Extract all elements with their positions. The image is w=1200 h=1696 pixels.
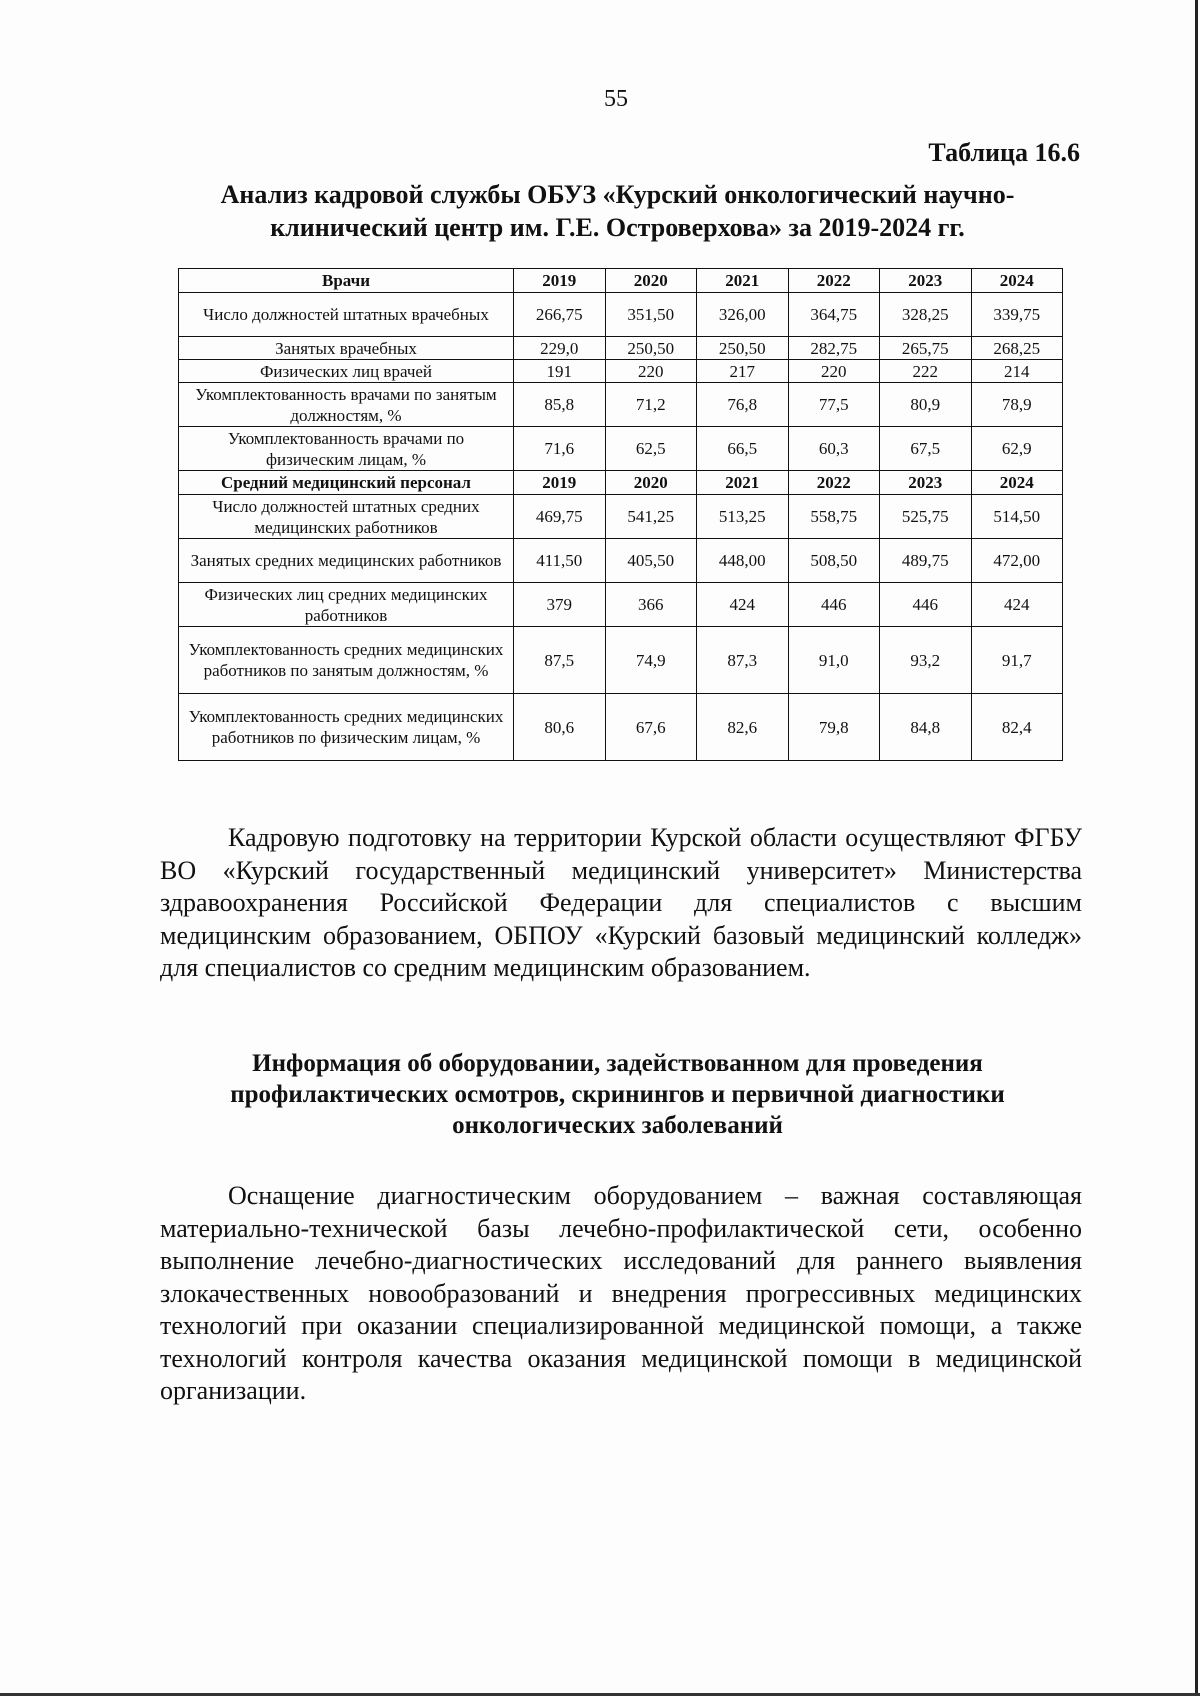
- value-cell: 411,50: [514, 539, 606, 583]
- value-cell: 87,5: [514, 627, 606, 694]
- value-cell: 250,50: [605, 337, 697, 360]
- value-cell: 220: [605, 360, 697, 383]
- year-header-cell: 2019: [514, 471, 606, 495]
- row-label-cell: Занятых средних медицинских работников: [179, 539, 514, 583]
- value-cell: 508,50: [788, 539, 880, 583]
- value-cell: 448,00: [697, 539, 789, 583]
- year-header-cell: 2020: [605, 471, 697, 495]
- value-cell: 265,75: [880, 337, 972, 360]
- year-header-cell: 2024: [971, 269, 1063, 293]
- value-cell: 91,0: [788, 627, 880, 694]
- value-cell: 229,0: [514, 337, 606, 360]
- staffing-table-body: [179, 269, 1063, 761]
- table-header-row-nurses: [179, 471, 1063, 495]
- table-header-row-doctors: [179, 269, 1063, 293]
- value-cell: 191: [514, 360, 606, 383]
- value-cell: 266,75: [514, 293, 606, 337]
- section-header-cell: Средний медицинский персонал: [179, 471, 514, 495]
- paragraph-training: [160, 822, 1082, 985]
- value-cell: 351,50: [605, 293, 697, 337]
- section-header-cell: Врачи: [179, 269, 514, 293]
- value-cell: 93,2: [880, 627, 972, 694]
- value-cell: 84,8: [880, 694, 972, 761]
- value-cell: 489,75: [880, 539, 972, 583]
- value-cell: 76,8: [697, 383, 789, 427]
- value-cell: 514,50: [971, 495, 1063, 539]
- row-label-cell: Укомплектованность средних медицинских работников по занятым должностям, %: [179, 627, 514, 694]
- value-cell: 268,25: [971, 337, 1063, 360]
- value-cell: 67,5: [880, 427, 972, 471]
- value-cell: 82,6: [697, 694, 789, 761]
- scan-border-right: [1195, 0, 1198, 1696]
- value-cell: 446: [788, 583, 880, 627]
- value-cell: 282,75: [788, 337, 880, 360]
- row-label-cell: Укомплектованность врачами по занятым должностям, %: [179, 383, 514, 427]
- table-row: [179, 427, 1063, 471]
- value-cell: 326,00: [697, 293, 789, 337]
- value-cell: 78,9: [971, 383, 1063, 427]
- table-label: Таблица 16.6: [928, 138, 1080, 167]
- year-header-cell: 2024: [971, 471, 1063, 495]
- year-header-cell: 2022: [788, 471, 880, 495]
- table-row: [179, 627, 1063, 694]
- value-cell: 525,75: [880, 495, 972, 539]
- row-label-cell: Число должностей штатных врачебных: [179, 293, 514, 337]
- value-cell: 513,25: [697, 495, 789, 539]
- value-cell: 339,75: [971, 293, 1063, 337]
- year-header-cell: 2023: [880, 269, 972, 293]
- year-header-cell: 2021: [697, 471, 789, 495]
- paragraph-equipment-text: Оснащение диагностическим оборудованием – важная составляющая материально-технической базы лечебно-профилактической сети, особенно выполнение лечебно-диагностических исследований для раннего выявления злокачественных новообразований и внедрения прогрессивных медицинских технологий при оказании специализированной медицинской помощи, а также технологий контроля качества оказания медицинской помощи в медицинской организации.: [160, 1181, 1082, 1405]
- value-cell: 79,8: [788, 694, 880, 761]
- year-header-cell: 2021: [697, 269, 789, 293]
- row-label-cell: Укомплектованность врачами по физическим лицам, %: [179, 427, 514, 471]
- year-header-cell: 2023: [880, 471, 972, 495]
- value-cell: 66,5: [697, 427, 789, 471]
- value-cell: 74,9: [605, 627, 697, 694]
- row-label-cell: Занятых врачебных: [179, 337, 514, 360]
- table-row: [179, 583, 1063, 627]
- value-cell: 366: [605, 583, 697, 627]
- value-cell: 364,75: [788, 293, 880, 337]
- table-row: [179, 694, 1063, 761]
- value-cell: 82,4: [971, 694, 1063, 761]
- value-cell: 558,75: [788, 495, 880, 539]
- value-cell: 80,6: [514, 694, 606, 761]
- value-cell: 472,00: [971, 539, 1063, 583]
- value-cell: 469,75: [514, 495, 606, 539]
- table-row: [179, 337, 1063, 360]
- year-header-cell: 2020: [605, 269, 697, 293]
- value-cell: 379: [514, 583, 606, 627]
- value-cell: 222: [880, 360, 972, 383]
- value-cell: 62,5: [605, 427, 697, 471]
- paragraph-training-text: Кадровую подготовку на территории Курской области осуществляют ФГБУ ВО «Курский государственный медицинский университет» Министерства здравоохранения Российской Федерации для специалистов с высшим медицинским образованием, ОБПОУ «Курский базовый медицинский колледж» для специалистов со средним медицинским образованием.: [160, 823, 1082, 982]
- value-cell: 67,6: [605, 694, 697, 761]
- value-cell: 541,25: [605, 495, 697, 539]
- value-cell: 250,50: [697, 337, 789, 360]
- value-cell: 60,3: [788, 427, 880, 471]
- value-cell: 424: [971, 583, 1063, 627]
- value-cell: 424: [697, 583, 789, 627]
- value-cell: 80,9: [880, 383, 972, 427]
- page-number: 55: [604, 86, 628, 112]
- section-heading-equipment: Информация об оборудовании, задействованном для проведения профилактических осмотров, скринингов и первичной диагностики онкологических заболеваний: [230, 1050, 1005, 1139]
- table-row: [179, 539, 1063, 583]
- table-row: [179, 383, 1063, 427]
- value-cell: 328,25: [880, 293, 972, 337]
- paragraph-equipment: [160, 1180, 1082, 1408]
- value-cell: 87,3: [697, 627, 789, 694]
- value-cell: 71,6: [514, 427, 606, 471]
- value-cell: 91,7: [971, 627, 1063, 694]
- table-row: [179, 293, 1063, 337]
- year-header-cell: 2022: [788, 269, 880, 293]
- value-cell: 62,9: [971, 427, 1063, 471]
- row-label-cell: Физических лиц средних медицинских работников: [179, 583, 514, 627]
- row-label-cell: Укомплектованность средних медицинских работников по физическим лицам, %: [179, 694, 514, 761]
- row-label-cell: Физических лиц врачей: [179, 360, 514, 383]
- value-cell: 85,8: [514, 383, 606, 427]
- value-cell: 217: [697, 360, 789, 383]
- value-cell: 214: [971, 360, 1063, 383]
- table-row: [179, 495, 1063, 539]
- value-cell: 446: [880, 583, 972, 627]
- value-cell: 220: [788, 360, 880, 383]
- value-cell: 77,5: [788, 383, 880, 427]
- row-label-cell: Число должностей штатных средних медицинских работников: [179, 495, 514, 539]
- value-cell: 71,2: [605, 383, 697, 427]
- table-title: Анализ кадровой службы ОБУЗ «Курский онкологический научно-клинический центр им. Г.Е. Островерхова» за 2019-2024 гг.: [220, 180, 1015, 242]
- staffing-table: [178, 268, 1063, 761]
- year-header-cell: 2019: [514, 269, 606, 293]
- value-cell: 405,50: [605, 539, 697, 583]
- table-row: [179, 360, 1063, 383]
